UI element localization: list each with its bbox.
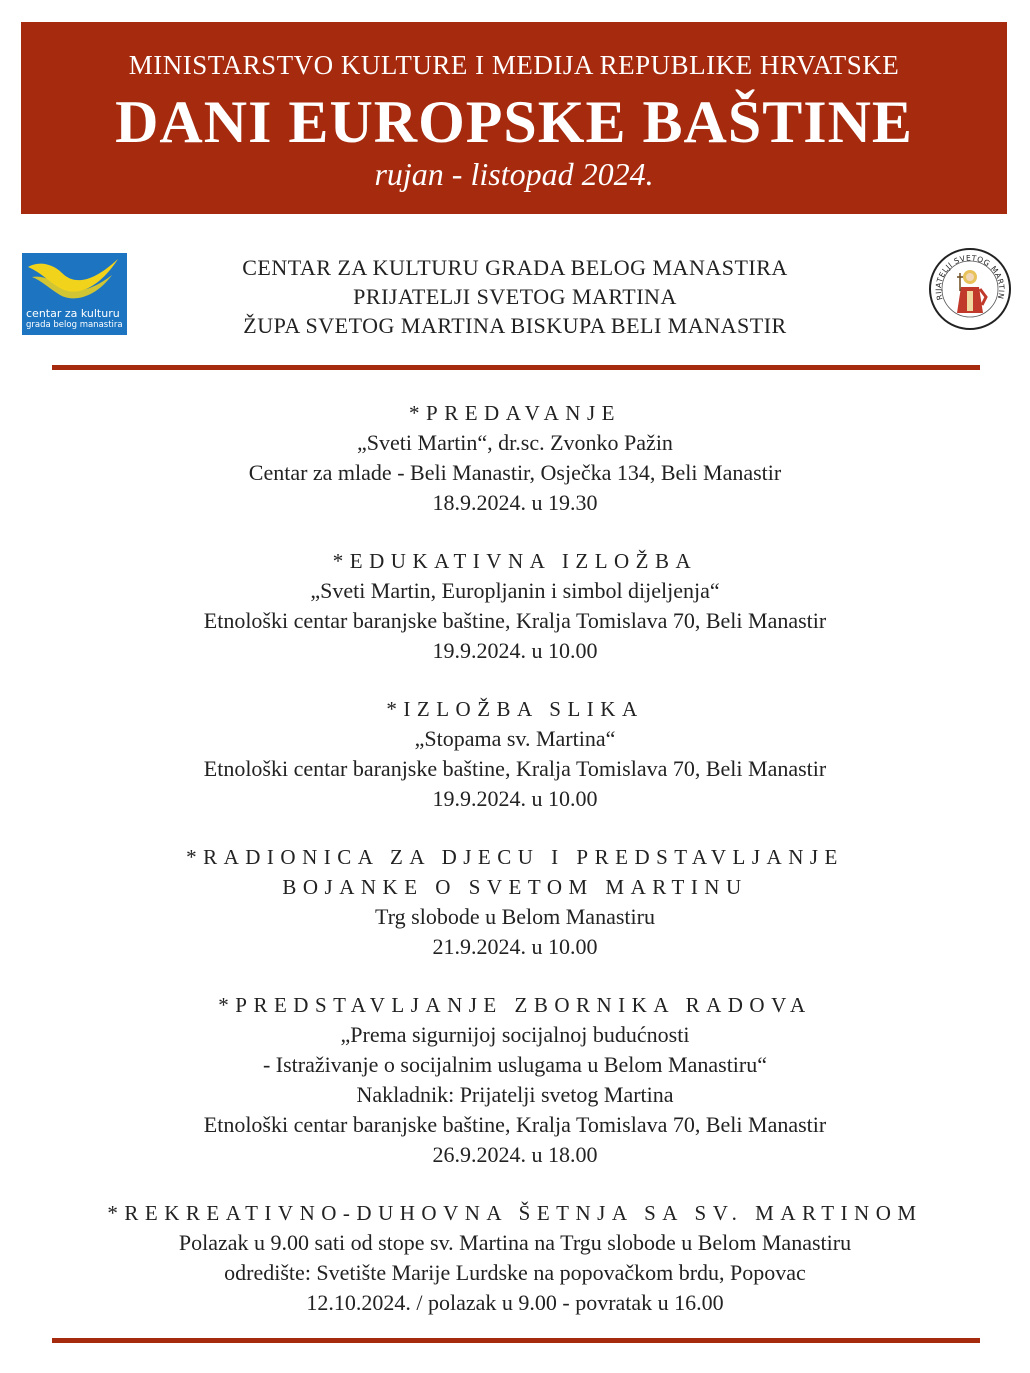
centar-za-kulturu-logo <box>22 253 127 335</box>
event-heading: *PREDSTAVLJANJE ZBORNIKA RADOVA <box>218 993 812 1017</box>
event-publisher: Nakladnik: Prijatelji svetog Martina <box>356 1082 674 1107</box>
event-heading-continued: BOJANKE O SVETOM MARTINU <box>282 875 748 899</box>
prijatelji-svetog-martina-seal <box>928 247 1012 331</box>
event-location: Etnološki centar baranjske baštine, Kralja Tomislava 70, Beli Manastir <box>203 1112 827 1137</box>
divider-bottom <box>52 1338 980 1343</box>
event-date: 19.9.2024. u 10.00 <box>432 786 598 811</box>
event-title: „Prema sigurnijoj socijalnoj budućnosti <box>340 1022 690 1047</box>
event-date: 19.9.2024. u 10.00 <box>432 638 598 663</box>
event-departure: Polazak u 9.00 sati od stope sv. Martina na Trgu slobode u Belom Manastiru <box>178 1230 852 1255</box>
logo-text-line2: grada belog manastira <box>26 320 123 330</box>
event-heading: *PREDAVANJE <box>409 401 621 425</box>
header-banner <box>21 22 1007 214</box>
event-title: „Sveti Martin, Europljanin i simbol dijeljenja“ <box>310 578 720 603</box>
organizer-line: PRIJATELJI SVETOG MARTINA <box>353 284 677 309</box>
event-title: „Stopama sv. Martina“ <box>414 726 616 751</box>
event-location: Trg slobode u Belom Manastiru <box>375 904 655 929</box>
swoosh-icon <box>22 253 127 309</box>
event-date: 18.9.2024. u 19.30 <box>432 490 598 515</box>
organizer-line: CENTAR ZA KULTURU GRADA BELOG MANASTIRA <box>242 255 788 280</box>
event-subtitle: - Istraživanje o socijalnim uslugama u Belom Manastiru“ <box>262 1052 768 1077</box>
event-heading: *EDUKATIVNA IZLOŽBA <box>332 549 698 573</box>
event-location: Etnološki centar baranjske baštine, Kralja Tomislava 70, Beli Manastir <box>203 608 827 633</box>
event-heading: *REKREATIVNO-DUHOVNA ŠETNJA SA SV. MARTINOM <box>107 1201 923 1225</box>
logo-text-line1: centar za kulturu <box>26 307 120 320</box>
organizer-line: ŽUPA SVETOG MARTINA BISKUPA BELI MANASTIR <box>243 313 787 338</box>
event-title: „Sveti Martin“, dr.sc. Zvonko Pažin <box>357 430 673 455</box>
ministry-name: MINISTARSTVO KULTURE I MEDIJA REPUBLIKE HRVATSKE <box>128 50 900 80</box>
event-date: 26.9.2024. u 18.00 <box>432 1142 598 1167</box>
event-date: 21.9.2024. u 10.00 <box>432 934 598 959</box>
divider-top <box>52 365 980 370</box>
event-location: Centar za mlade - Beli Manastir, Osječka 134, Beli Manastir <box>248 460 782 485</box>
page-title: DANI EUROPSKE BAŠTINE <box>115 89 913 155</box>
event-location: Etnološki centar baranjske baštine, Kralja Tomislava 70, Beli Manastir <box>203 756 827 781</box>
event-destination: odredište: Svetište Marije Lurdske na popovačkom brdu, Popovac <box>224 1260 806 1285</box>
event-heading: *IZLOŽBA SLIKA <box>386 697 644 721</box>
seal-text: RIJATELJI SVETOG MARTIN <box>933 253 1007 302</box>
event-date: 12.10.2024. / polazak u 9.00 - povratak u 16.00 <box>306 1290 724 1315</box>
event-heading: *RADIONICA ZA DJECU I PREDSTAVLJANJE <box>186 845 844 869</box>
event-period: rujan - listopad 2024. <box>374 156 654 192</box>
